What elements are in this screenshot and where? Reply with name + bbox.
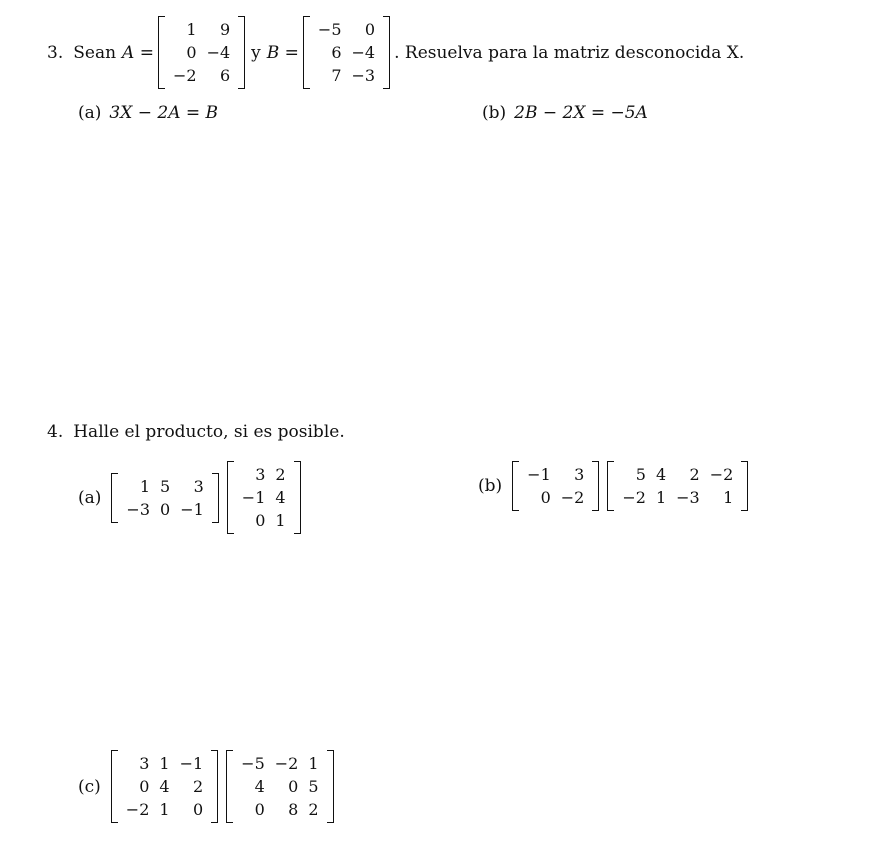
matrix-entry: 4 <box>254 777 265 796</box>
matrix-entry: 4 <box>655 465 667 484</box>
matrix-column <box>651 463 671 509</box>
matrix-column <box>121 752 155 821</box>
matrix-entry: 6 <box>331 43 342 62</box>
matrix-entry: 3 <box>193 476 204 496</box>
matrix-column <box>202 18 236 87</box>
matrix-entry: −1 <box>180 499 204 519</box>
matrix-body <box>310 16 383 89</box>
matrix-entry: 7 <box>331 66 342 85</box>
matrix-entry: 0 <box>160 499 171 519</box>
matrix-a-label: A = <box>122 42 154 63</box>
problem-3-number: 3. <box>47 42 64 63</box>
right-bracket <box>211 750 218 823</box>
matrix-entry: 1 <box>139 476 150 496</box>
problem-4-instruction: Halle el producto, si es posible. <box>73 422 345 442</box>
matrix-column <box>705 463 739 509</box>
matrix-column <box>617 463 651 509</box>
problem-4-statement <box>47 422 345 442</box>
left-bracket <box>111 750 118 823</box>
matrix-entry: −3 <box>126 499 150 519</box>
matrix-b <box>303 16 390 89</box>
matrix-entry: 4 <box>159 777 170 796</box>
left-bracket <box>607 461 614 511</box>
matrix-a <box>158 16 245 89</box>
matrix-entry: 1 <box>159 754 170 773</box>
matrix-body <box>234 461 294 534</box>
matrix-entry: −5 <box>317 20 342 39</box>
right-bracket <box>238 16 245 89</box>
matrix-column <box>671 463 705 509</box>
matrix-entry: 3 <box>255 465 266 484</box>
matrix-entry: 1 <box>308 754 319 773</box>
matrix-body <box>165 16 238 89</box>
part-4c-label: (c) <box>78 776 101 797</box>
matrix-entry: −2 <box>709 465 734 484</box>
matrix-entry: −5 <box>241 754 265 773</box>
matrix-entry: 8 <box>288 800 299 819</box>
matrix-entry: 2 <box>275 465 286 484</box>
matrix-entry: 0 <box>139 777 150 796</box>
matrix-entry: 5 <box>635 465 646 484</box>
right-bracket <box>327 750 334 823</box>
left-bracket <box>158 16 165 89</box>
matrix-entry: −3 <box>676 488 700 507</box>
matrix-entry: −3 <box>351 66 376 85</box>
matrix-entry: 1 <box>186 20 197 39</box>
matrix-body <box>519 461 592 511</box>
matrix-entry: −2 <box>125 800 150 819</box>
matrix-entry: 2 <box>689 465 700 484</box>
problem-4-part-b <box>478 461 752 511</box>
conjunction-text: y <box>251 42 261 63</box>
matrix-entry: 0 <box>288 777 299 796</box>
part-b-equation: 2B − 2X = −5A <box>514 103 648 123</box>
matrix-entry: 4 <box>275 488 286 507</box>
matrix-entry: 1 <box>159 800 170 819</box>
matrix-entry: 2 <box>192 777 204 796</box>
matrix-column <box>175 752 209 821</box>
product-c-right-matrix <box>226 750 333 823</box>
part-a-equation: 3X − 2A = B <box>109 103 219 123</box>
problem-3-part-b <box>482 103 648 123</box>
problem-4-part-c <box>78 750 338 823</box>
matrix-entry: 5 <box>160 476 171 496</box>
product-b-right-matrix <box>607 461 748 511</box>
matrix-entry: 0 <box>364 20 376 39</box>
problem-4-number: 4. <box>47 422 64 442</box>
matrix-entry: −2 <box>172 66 197 85</box>
product-a-right-matrix <box>227 461 301 534</box>
matrix-body <box>118 750 211 823</box>
matrix-entry: 5 <box>308 777 319 796</box>
matrix-entry: 6 <box>219 66 231 85</box>
matrix-column <box>270 752 304 821</box>
problem-3-instruction: . Resuelva para la matriz desconocida X. <box>394 42 745 63</box>
problem-4-part-a <box>78 461 305 534</box>
problem-3-part-a <box>78 103 218 123</box>
matrix-entry: 1 <box>723 488 734 507</box>
matrix-entry: −4 <box>206 43 231 62</box>
problem-3-statement <box>47 16 744 89</box>
left-bracket <box>512 461 519 511</box>
part-b-label: (b) <box>482 103 507 123</box>
matrix-entry: 3 <box>574 465 585 484</box>
right-bracket <box>592 461 599 511</box>
matrix-column <box>154 752 174 821</box>
matrix-entry: −1 <box>179 754 204 773</box>
matrix-entry: 0 <box>254 800 265 819</box>
matrix-entry: 1 <box>275 511 286 530</box>
matrix-entry: −2 <box>274 754 299 773</box>
matrix-entry: 0 <box>540 488 551 507</box>
matrix-entry: 1 <box>655 488 667 507</box>
matrix-body <box>614 461 741 511</box>
matrix-column <box>270 463 290 532</box>
part-a-label: (a) <box>78 103 102 123</box>
matrix-entry: −2 <box>560 488 585 507</box>
matrix-column <box>236 752 270 821</box>
right-bracket <box>294 461 301 534</box>
left-bracket <box>226 750 233 823</box>
matrix-entry: −2 <box>622 488 646 507</box>
matrix-entry: 2 <box>308 800 319 819</box>
left-bracket <box>111 473 118 523</box>
sean-text: Sean <box>73 42 117 63</box>
matrix-column <box>313 18 347 87</box>
matrix-column <box>175 475 209 521</box>
matrix-entry: 0 <box>255 511 266 530</box>
part-4b-label: (b) <box>478 476 503 496</box>
product-a-left-matrix <box>111 473 218 523</box>
product-c-left-matrix <box>111 750 218 823</box>
matrix-b-label: B = <box>266 42 299 63</box>
right-bracket <box>212 473 219 523</box>
right-bracket <box>383 16 390 89</box>
matrix-entry: 0 <box>192 800 204 819</box>
matrix-column <box>522 463 556 509</box>
matrix-entry: 0 <box>186 43 197 62</box>
matrix-entry: −1 <box>241 488 266 507</box>
matrix-entry: 3 <box>139 754 150 773</box>
matrix-column <box>347 18 381 87</box>
matrix-column <box>556 463 590 509</box>
matrix-column <box>303 752 323 821</box>
matrix-column <box>237 463 271 532</box>
left-bracket <box>227 461 234 534</box>
matrix-body <box>233 750 326 823</box>
matrix-entry: 9 <box>219 20 231 39</box>
right-bracket <box>741 461 748 511</box>
matrix-column <box>168 18 202 87</box>
matrix-entry: −4 <box>351 43 376 62</box>
matrix-column <box>155 475 175 521</box>
matrix-body <box>118 473 211 523</box>
matrix-entry: −1 <box>527 465 551 484</box>
matrix-column <box>121 475 155 521</box>
part-4a-label: (a) <box>78 487 102 508</box>
product-b-left-matrix <box>512 461 599 511</box>
left-bracket <box>303 16 310 89</box>
